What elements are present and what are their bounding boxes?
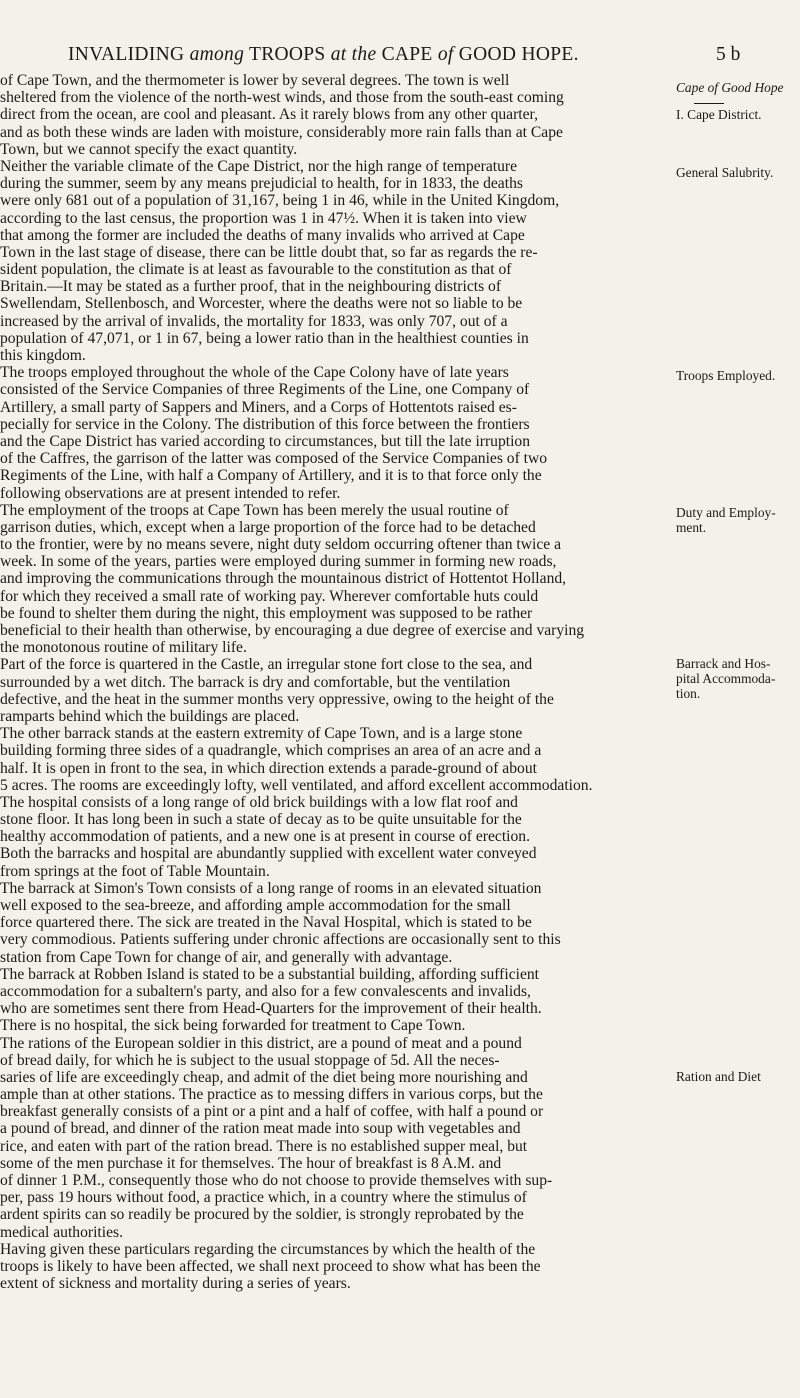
text-line: ardent spirits can so readily be procured by the soldier, is strongly reprobated by the (0, 1206, 524, 1224)
title-part: at the (330, 44, 377, 65)
text-line: station from Cape Town for change of air, and generally with advantage. (0, 948, 453, 966)
text-line: a pound of bread, and dinner of the ration meat made into soup with vegetables and (0, 1120, 521, 1138)
text-line: direct from the ocean, are cool and pleasant. As it rarely blows from any other quarter, (0, 106, 539, 124)
text-line: half. It is open in front to the sea, in which direction extends a parade-ground of about (0, 759, 537, 777)
margin-label: Ration and Diet (676, 1069, 761, 1084)
text-line: very commodious. Patients suffering under chronic affections are occasionally sent to this (0, 931, 561, 949)
text-line: 5 acres. The rooms are exceedingly lofty, well ventilated, and afford excellent accommodation. (0, 776, 593, 794)
text-line: healthy accommodation of patients, and a new one is at present in course of erection. (0, 828, 531, 846)
title-part: GOOD HOPE. (453, 44, 579, 65)
title-part: INVALIDING (68, 44, 190, 65)
margin-label: Duty and Employ- (676, 505, 776, 520)
text-line: Having given these particulars regarding the circumstances by which the health of the (0, 1240, 536, 1258)
text-line: Neither the variable climate of the Cape District, nor the high range of temperature (0, 157, 517, 175)
margin-label: tion. (676, 686, 701, 701)
text-line: Britain.—It may be stated as a further proof, that in the neighbouring districts of (0, 278, 502, 296)
text-line: The rations of the European soldier in this district, are a pound of meat and a pound (0, 1034, 522, 1052)
margin-note-cape (676, 80, 800, 122)
text-line: Town, but we cannot specify the exact quantity. (0, 140, 298, 158)
text-line: Swellendam, Stellenbosch, and Worcester, where the deaths were not so liable to be (0, 295, 523, 313)
text-line: accommodation for a subaltern's party, and also for a few convalescents and invalids, (0, 982, 531, 1000)
margin-note-salubrity (676, 165, 800, 180)
text-line: were only 681 out of a population of 31,167, being 1 in 46, while in the United Kingdom, (0, 192, 560, 210)
page-number: 5 b (716, 44, 741, 65)
text-line: for which they received a small rate of working pay. Wherever comfortable huts could (0, 587, 539, 605)
text-line: of dinner 1 P.M., consequently those who do not choose to provide themselves with sup- (0, 1172, 553, 1189)
text-line: that among the former are included the deaths of many invalids who arrived at Cape (0, 226, 525, 244)
text-line: during the summer, seem by any means prejudicial to health, for in 1833, the deaths (0, 175, 523, 193)
text-line: extent of sickness and mortality during a series of years. (0, 1275, 351, 1293)
text-line: the monotonous routine of military life. (0, 639, 247, 657)
text-line: per, pass 19 hours without food, a practice which, in a country where the stimulus of (0, 1189, 527, 1207)
text-line: beneficial to their health than otherwise, by encouraging a due degree of exercise and varying (0, 622, 585, 639)
text-line: Part of the force is quartered in the Castle, an irregular stone fort close to the sea, and (0, 656, 533, 674)
text-line: troops is likely to have been affected, we shall next proceed to show what has been the (0, 1257, 541, 1275)
text-line: breakfast generally consists of a pint or a pint and a half of coffee, with half a pound or (0, 1103, 544, 1121)
margin-heading: Cape of Good Hope (676, 80, 784, 95)
margin-note-troops (676, 368, 800, 383)
text-line: who are sometimes sent there from Head-Quarters for the improvement of their health. (0, 1000, 542, 1018)
margin-label: ment. (676, 520, 707, 535)
text-line: according to the last census, the proportion was 1 in 47½. When it is taken into view (0, 209, 527, 227)
text-line: The hospital consists of a long range of old brick buildings with a low flat roof and (0, 793, 518, 811)
text-line: and as both these winds are laden with moisture, considerably more rain falls than at Cape (0, 123, 563, 141)
margin-label: General Salubrity. (676, 165, 774, 180)
text-line: saries of life are exceedingly cheap, and admit of the diet being more nourishing and (0, 1068, 528, 1086)
text-line: Artillery, a small party of Sappers and Miners, and a Corps of Hottentots raised es- (0, 398, 517, 416)
text-line: pecially for service in the Colony. The distribution of this force between the frontiers (0, 415, 530, 433)
text-line: and the Cape District has varied according to circumstances, but till the late irruption (0, 432, 531, 450)
margin-subheading: I. Cape District. (676, 107, 762, 122)
text-line: following observations are at present intended to refer. (0, 484, 341, 502)
text-line: medical authorities. (0, 1223, 123, 1241)
text-line: consisted of the Service Companies of three Regiments of the Line, one Company of (0, 381, 530, 399)
text-line: rice, and eaten with part of the ration bread. There is no established supper meal, but (0, 1137, 528, 1155)
text-line: of the Caffres, the garrison of the latter was composed of the Service Companies of two (0, 450, 548, 468)
text-line: to the frontier, were by no means severe, night duty seldom occurring oftener than twice a (0, 536, 561, 554)
text-line: sident population, the climate is at least as favourable to the constitution as that of (0, 261, 512, 279)
text-line: force quartered there. The sick are treated in the Naval Hospital, which is stated to be (0, 914, 532, 932)
running-header (0, 44, 800, 68)
text-line: and improving the communications through the mountainous district of Hottentot Holland, (0, 570, 567, 588)
margin-note-ration (676, 1069, 800, 1084)
text-line: The other barrack stands at the eastern extremity of Cape Town, and is a large stone (0, 725, 523, 743)
text-line: of Cape Town, and the thermometer is lower by several degrees. The town is well (0, 72, 510, 89)
running-title (68, 44, 579, 66)
title-part: among (189, 44, 245, 65)
text-line: from springs at the foot of Table Mountain. (0, 862, 270, 880)
margin-label: Barrack and Hos- (676, 656, 771, 671)
text-line: Regiments of the Line, with half a Company of Artillery, and it is to that force only the (0, 467, 542, 485)
title-part: TROOPS (244, 44, 331, 65)
text-line: building forming three sides of a quadrangle, which comprises an area of an acre and a (0, 742, 542, 760)
divider (694, 103, 724, 104)
body-text (0, 72, 668, 1292)
text-line: The barrack at Simon's Town consists of a long range of rooms in an elevated situation (0, 879, 542, 897)
text-line: week. In some of the years, parties were employed during summer in forming new roads, (0, 553, 557, 571)
text-line: increased by the arrival of invalids, the mortality for 1833, was only 707, out of a (0, 312, 508, 330)
text-line: sheltered from the violence of the north-west winds, and those from the south-east coming (0, 89, 564, 107)
margin-label: pital Accommoda- (676, 671, 776, 686)
text-line: well exposed to the sea-breeze, and affording ample accommodation for the small (0, 897, 511, 914)
text-line: surrounded by a wet ditch. The barrack is dry and comfortable, but the ventilation (0, 673, 511, 691)
text-line: of bread daily, for which he is subject to the usual stoppage of 5d. All the neces- (0, 1051, 500, 1069)
text-line: some of the men purchase it for themselves. The hour of breakfast is 8 A.M. and (0, 1154, 502, 1172)
text-line: be found to shelter them during the night, this employment was supposed to be rather (0, 604, 533, 622)
margin-note-barrack (676, 656, 800, 701)
text-line: defective, and the heat in the summer months very oppressive, owing to the height of the (0, 690, 554, 708)
text-line: this kingdom. (0, 347, 86, 364)
title-part: of (437, 44, 454, 65)
text-line: ramparts behind which the buildings are placed. (0, 707, 300, 725)
text-line: Both the barracks and hospital are abundantly supplied with excellent water conveyed (0, 845, 537, 863)
text-line: population of 47,071, or 1 in 67, being a lower ratio than in the healthiest counties in (0, 329, 529, 347)
text-line: garrison duties, which, except when a large proportion of the force had to be detached (0, 518, 536, 536)
text-line: There is no hospital, the sick being forwarded for treatment to Cape Town. (0, 1017, 466, 1035)
text-line: The troops employed throughout the whole of the Cape Colony have of late years (0, 364, 509, 382)
text-line: stone floor. It has long been in such a state of decay as to be quite unsuitable for the (0, 811, 522, 829)
text-line: The employment of the troops at Cape Town has been merely the usual routine of (0, 501, 509, 519)
text-line: ample than at other stations. The practice as to messing differs in various corps, but the (0, 1086, 543, 1104)
text-line: The barrack at Robben Island is stated to be a substantial building, affording sufficient (0, 965, 540, 983)
margin-note-duty (676, 505, 800, 535)
margin-label: Troops Employed. (676, 368, 776, 383)
title-part: CAPE (376, 44, 438, 65)
text-line: Town in the last stage of disease, there can be little doubt that, so far as regards the re- (0, 243, 538, 261)
